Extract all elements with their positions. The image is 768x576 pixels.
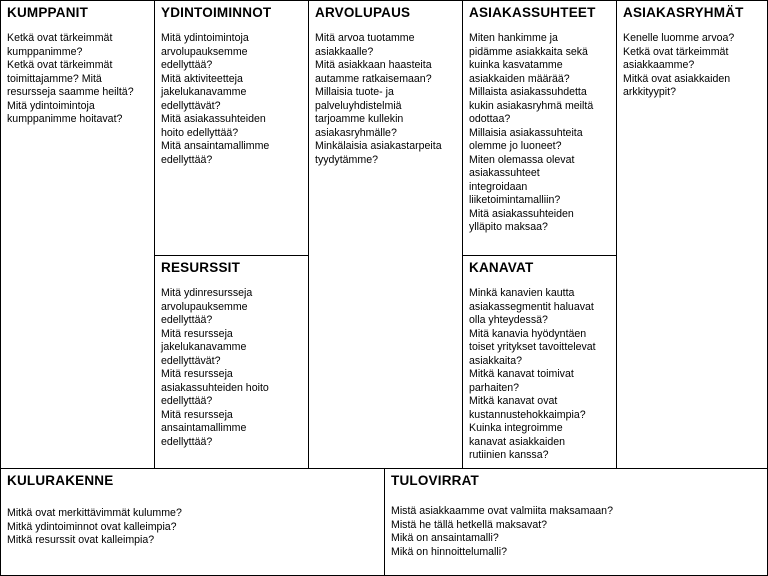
resources-question-line: asiakassuhteiden hoito [161,381,269,394]
value-proposition-questions [315,32,442,167]
value-question-line: autamme ratkaisemaan? [315,72,432,85]
partners-question-line: Ketkä ovat tärkeimmät [7,59,113,71]
partners-question-line: toimittajamme? Mitä [7,72,102,85]
activities-title: YDINTOIMINNOT [161,5,272,20]
relationships-question-line: Miten olemassa olevat [469,153,575,166]
revenue-question-line: Mikä on ansaintamalli? [391,532,499,544]
resources-question-line: arvolupauksemme [161,300,248,313]
revenue-streams-questions [391,505,613,559]
value-question-line: tyydytämme? [315,153,378,166]
relationships-title: ASIAKASSUHTEET [469,5,596,20]
activities-question-line: edellyttää? [161,59,213,71]
segments-questions [623,32,734,100]
activities-question-line: edellyttävät? [161,99,221,112]
channels-block [462,255,618,470]
relationships-question-line: odottaa? [469,113,511,125]
relationships-question-line: Mitä asiakassuhteiden [469,207,574,220]
activities-question-line: jakelukanavamme [161,86,247,98]
channels-question-line: parhaiten? [469,381,520,394]
relationships-question-line: kuinka kasvatamme [469,59,563,71]
channels-question-line: Kuinka integroimme [469,422,563,434]
partners-question-line: kumppanimme hoitavat? [7,113,123,125]
relationships-question-line: liiketoimintamalliin? [469,194,561,206]
partners-question-line: Mitä ydintoimintoja [7,99,95,112]
resources-question-line: Mitä resursseja [161,327,233,340]
resources-question-line: edellyttävät? [161,354,221,367]
resources-question-line: edellyttää? [161,435,213,448]
activities-question-line: hoito edellyttää? [161,126,239,139]
costs-question-line: Mitkä ovat merkittävimmät kulumme? [7,507,182,519]
partners-questions [7,32,134,127]
segments-block [616,0,768,470]
channels-question-line: olla yhteydessä? [469,314,548,326]
costs-question-line: Mitkä resurssit ovat kalleimpia? [7,534,155,546]
channels-question-line: Mitkä kanavat ovat [469,395,558,407]
activities-question-line: Mitä asiakassuhteiden [161,113,266,125]
relationships-question-line: kukin asiakasryhmä meiltä [469,99,594,112]
relationships-question-line: integroidaan [469,180,528,193]
segments-question-line: Mitkä ovat asiakkaiden [623,72,731,85]
revenue-question-line: Mistä asiakkaamme ovat valmiita maksamaan? [391,505,613,517]
resources-question-line: edellyttää? [161,314,213,326]
revenue-streams-block [384,468,768,576]
value-proposition-block [308,0,464,470]
costs-question-line: Mitkä ydintoiminnot ovat kalleimpia? [7,520,177,533]
segments-question-line: Kenelle luomme arvoa? [623,32,735,44]
revenue-question-line: Mistä he tällä hetkellä maksavat? [391,518,548,531]
activities-questions [161,32,269,167]
channels-title: KANAVAT [469,260,534,275]
relationships-question-line: Miten hankimme ja [469,32,558,44]
resources-question-line: Mitä resursseja [161,408,233,421]
resources-block [154,255,310,470]
activities-question-line: Mitä aktiviteetteja [161,72,243,85]
relationships-questions [469,32,593,235]
cost-structure-questions [7,507,182,548]
channels-question-line: kustannustehokkaimpia? [469,408,586,421]
channels-question-line: kanavat asiakkaiden [469,435,565,448]
relationships-question-line: olemme jo luoneet? [469,140,562,152]
segments-question-line: asiakkaamme? [623,59,695,71]
relationships-question-line: asiakassuhteet [469,167,540,179]
revenue-streams-title: TULOVIRRAT [391,473,479,488]
value-proposition-title: ARVOLUPAUS [315,5,411,20]
channels-question-line: Minkä kanavien kautta [469,287,575,299]
partners-question-line: resursseja saamme heiltä? [7,86,134,98]
resources-questions [161,287,269,449]
activities-question-line: arvolupauksemme [161,45,248,58]
channels-question-line: asiakkaita? [469,354,522,367]
value-question-line: Minkälaisia asiakastarpeita [315,140,442,152]
activities-block [154,0,310,258]
relationships-question-line: pidämme asiakkaita sekä [469,45,588,58]
value-question-line: Mitä arvoa tuotamme [315,32,415,44]
channels-question-line: rutiinien kanssa? [469,449,549,461]
channels-question-line: Mitkä kanavat toimivat [469,368,574,380]
channels-question-line: toiset yritykset tavoittelevat [469,341,596,353]
resources-question-line: jakelukanavamme [161,341,247,353]
value-question-line: asiakasryhmälle? [315,126,397,139]
resources-question-line: Mitä ydinresursseja [161,287,253,299]
cost-structure-block [0,468,386,576]
cost-structure-title: KULURAKENNE [7,473,114,488]
channels-question-line: asiakassegmentit haluavat [469,300,594,313]
segments-question-line: arkkityypit? [623,86,676,98]
value-question-line: Mitä asiakkaan haasteita [315,59,432,71]
channels-questions [469,287,596,463]
relationships-question-line: ylläpito maksaa? [469,221,548,233]
activities-question-line: edellyttää? [161,153,213,166]
relationships-block [462,0,618,258]
value-question-line: asiakkaalle? [315,45,374,58]
revenue-question-line: Mikä on hinnoittelumalli? [391,545,508,558]
channels-question-line: Mitä kanavia hyödyntäen [469,327,587,340]
value-question-line: palveluyhdistelmiä [315,99,402,112]
partners-question-line: Ketkä ovat tärkeimmät [7,32,113,44]
partners-title: KUMPPANIT [7,5,89,20]
value-question-line: tarjoamme kullekin [315,113,404,125]
segments-title: ASIAKASRYHMÄT [623,5,744,20]
resources-question-line: ansaintamallimme [161,422,247,434]
relationships-question-line: Millaista asiakassuhdetta [469,86,587,98]
activities-question-line: Mitä ansaintamallimme [161,140,270,152]
partners-question-line: kumppanimme? [7,45,83,58]
resources-title: RESURSSIT [161,260,241,275]
value-question-line: Millaisia tuote- ja [315,86,394,98]
relationships-question-line: Millaisia asiakassuhteita [469,126,583,139]
activities-question-line: Mitä ydintoimintoja [161,32,249,44]
segments-question-line: Ketkä ovat tärkeimmät [623,45,729,58]
relationships-question-line: asiakkaiden määrää? [469,72,570,85]
resources-question-line: Mitä resursseja [161,368,233,380]
partners-block [0,0,156,470]
resources-question-line: edellyttää? [161,395,213,407]
